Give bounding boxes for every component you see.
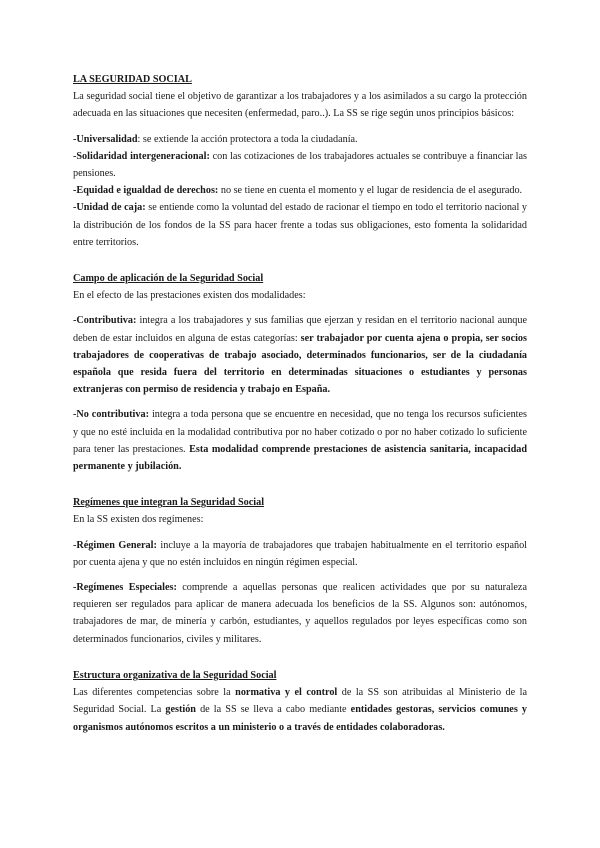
text: de la SS se lleva a cabo mediante	[195, 704, 351, 716]
text: integra a toda persona que se encuentre en necesidad, que no tenga los recursos suficientes y que no esté incluida en la modalidad contributiva por no haber cotizado o por no haber cotizado lo suficiente para tener las prestaciones.	[73, 409, 527, 455]
paragraph-estructura	[73, 684, 527, 736]
section-title: Estructura organizativa de la Seguridad Social	[73, 669, 277, 681]
text: de la SS son atribuidas al Ministerio de la Seguridad Social. La	[73, 687, 528, 716]
section-campo-aplicacion	[73, 270, 527, 475]
bold-text: Esta modalidad comprende prestaciones de asistencia sanitaria, incapacidad permanente y jubilación.	[73, 443, 527, 473]
section-seguridad-social	[73, 71, 527, 251]
principle-universalidad	[73, 131, 527, 148]
section-estructura	[73, 667, 527, 736]
paragraph-intro: La seguridad social tiene el objetivo de garantizar a los trabajadores y a los asimilados a su cargo la protección adecuada en las situaciones que necesiten (enfermedad, paro..). La SS se rige según unos principios básicos:	[73, 91, 527, 120]
text: con las cotizaciones de los trabajadores actuales se contribuye a financiar las pensiones.	[73, 150, 527, 180]
section-title: LA SEGURIDAD SOCIAL	[73, 74, 192, 85]
paragraph-intro: En el efecto de las prestaciones existen dos modalidades:	[73, 290, 306, 302]
bold-text: ser trabajador por cuenta ajena o propia, ser socios trabajadores de cooperativas de trabajo asociado, determinados funcionarios, ser de la ciudadanía española que resida fuera del territorio en determinadas situaciones o estudiantes y personas extranjeras con permiso de residencia y trabajo en España.	[73, 332, 527, 396]
text: comprende a aquellas personas que realicen actividades que por su naturaleza requieren ser regulados para aplicar de manera adecuada los beneficios de la SS. Algunos son: autónomos, trabajadores de mar, de minería y carbón, estudiantes, y aquellos regulados por leyes específicas como son determinados funcionarios, civiles y militares.	[73, 582, 527, 645]
text: : se extiende la acción protectora a toda la ciudadanía.	[137, 133, 358, 145]
text: incluye a la mayoría de trabajadores que trabajen habitualmente en el territorio español por cuenta ajena y que no estén incluidos en ningún régimen especial.	[73, 539, 528, 568]
principle-unidad-caja	[73, 199, 527, 251]
term: -Regímenes Especiales:	[73, 582, 177, 594]
principle-equidad	[73, 182, 527, 199]
bold-text: entidades gestoras, servicios comunes y organismos autónomos escritos a un ministerio o a través de entidades colaboradoras.	[73, 704, 527, 733]
text: no se tiene en cuenta el momento y el lugar de residencia de el asegurado.	[218, 185, 523, 197]
term: -Universalidad	[73, 133, 138, 145]
modalidad-contributiva	[73, 312, 527, 398]
regimen-general	[73, 537, 527, 571]
term: -No contributiva:	[73, 409, 149, 421]
bold-text: normativa y el control	[235, 687, 338, 699]
bold-text: gestión	[165, 704, 196, 716]
modalidad-no-contributiva	[73, 406, 527, 475]
principle-solidaridad	[73, 148, 527, 182]
section-title: Regímenes que integran la Seguridad Social	[73, 497, 265, 509]
regimenes-especiales	[73, 579, 527, 648]
text: Las diferentes competencias sobre la	[73, 687, 236, 699]
section-title: Campo de aplicación de la Seguridad Social	[73, 273, 264, 285]
paragraph-intro: En la SS existen dos regímenes:	[73, 514, 204, 526]
term: -Régimen General:	[73, 539, 157, 551]
text: integra a los trabajadores y sus familias que ejerzan y residan en el territorio nacional aunque deben de estar incluidos en alguna de estas categorías:	[73, 315, 527, 344]
term: -Unidad de caja:	[73, 202, 146, 214]
section-regimenes	[73, 494, 527, 648]
text: se entiende como la voluntad del estado de racionar el tiempo en todo el territorio nacional y la distribución de los fondos de la SS para hacer frente a todas sus obligaciones, esto fomenta la solidaridad entre territorios.	[73, 202, 527, 248]
term: -Solidaridad intergeneracional:	[73, 150, 210, 162]
term: -Equidad e igualdad de derechos:	[73, 185, 219, 197]
document-page	[73, 71, 527, 736]
term: -Contributiva:	[73, 315, 137, 327]
